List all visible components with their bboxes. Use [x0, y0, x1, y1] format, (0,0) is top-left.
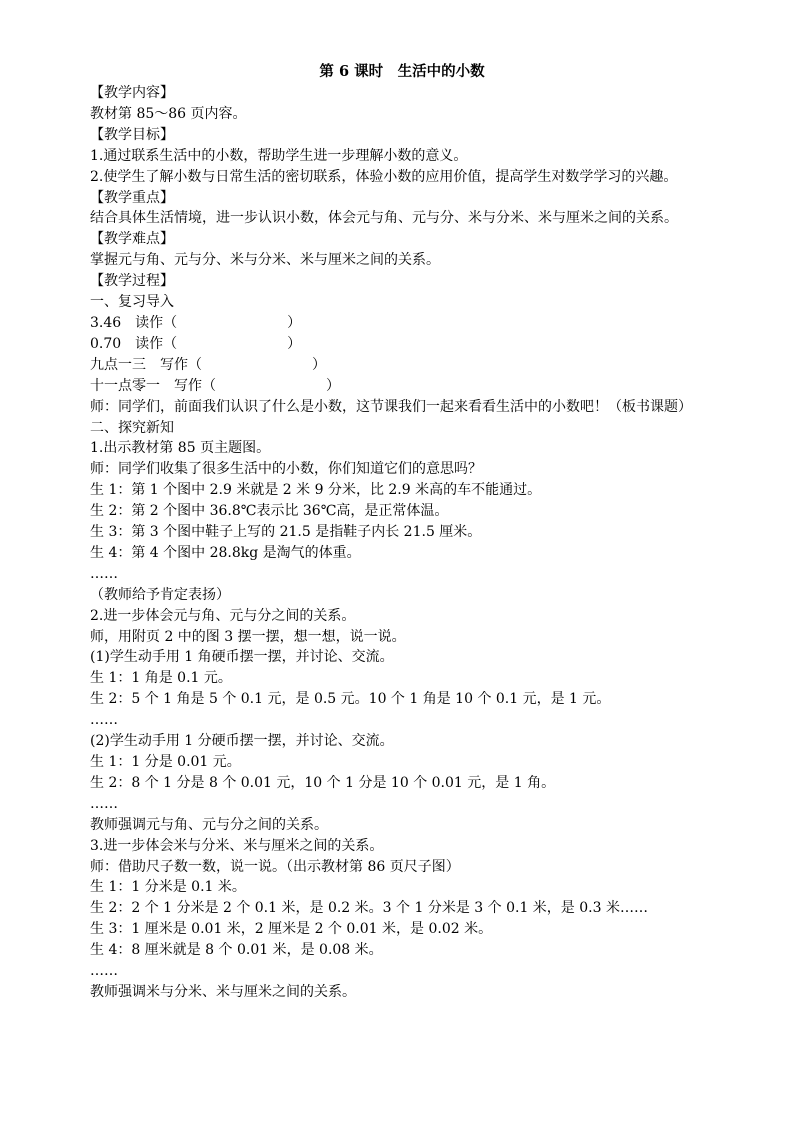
section-heading-goals: 【教学目标】 [90, 126, 174, 143]
difficulty-text: 掌握元与角、元与分、米与分米、米与厘米之间的关系。 [90, 252, 440, 269]
document-page [68, 62, 736, 1003]
section-heading-process: 【教学过程】 [90, 273, 174, 290]
step2a-student-1: 生 1：1 角是 0.1 元。 [90, 670, 232, 687]
review-item-1-close: ） [287, 314, 302, 331]
step3-student-3: 生 3：1 厘米是 0.01 米，2 厘米是 2 个 0.01 米，是 0.02 米。 [90, 921, 493, 938]
step2a-student-2: 生 2：5 个 1 角是 5 个 0.1 元，是 0.5 元。10 个 1 角是 10 个 0.1 元，是 1 元。 [90, 691, 611, 708]
step1-student-3: 生 3：第 3 个图中鞋子上写的 21.5 是指鞋子内长 21.5 厘米。 [90, 524, 482, 541]
review-item-2-prompt: 0.70 读作（ [90, 335, 178, 352]
step1-student-4: 生 4：第 4 个图中 28.8kg 是淘气的体重。 [90, 544, 361, 561]
review-item-3-close: ） [312, 356, 326, 373]
step3-teacher: 师：借助尺子数一数，说一说。（出示教材第 86 页尺子图） [90, 858, 460, 875]
step2-activity-a: (1)学生动手用 1 角硬币摆一摆，并讨论、交流。 [90, 649, 394, 666]
review-item-4-close: ） [326, 377, 340, 394]
step3-student-2: 生 2：2 个 1 分米是 2 个 0.1 米，是 0.2 米。3 个 1 分米是 3 个 0.1 米，是 0.3 米…… [90, 900, 648, 917]
review-item-2 [68, 334, 736, 355]
explore-step-3: 3.进一步体会米与分米、米与厘米之间的关系。 [90, 837, 384, 854]
step2b-student-1: 生 1：1 分是 0.01 元。 [90, 754, 241, 770]
step3-student-4: 生 4：8 厘米就是 8 个 0.01 米，是 0.08 米。 [90, 942, 383, 959]
step2-teacher: 师，用附页 2 中的图 3 摆一摆，想一想，说一说。 [90, 628, 406, 645]
step3-student-1: 生 1：1 分米是 0.1 米。 [90, 879, 246, 896]
review-item-3-prompt: 九点一三 写作（ [90, 356, 202, 373]
review-item-4 [68, 376, 736, 397]
explore-heading: 二、探究新知 [90, 419, 174, 436]
ellipsis: …… [90, 712, 118, 729]
goal-item-1: 1.通过联系生活中的小数，帮助学生进一步理解小数的意义。 [90, 147, 468, 164]
section-heading-content: 【教学内容】 [90, 85, 174, 101]
step2-summary: 教师强调元与角、元与分之间的关系。 [90, 816, 328, 833]
step1-student-1: 生 1：第 1 个图中 2.9 米就是 2 米 9 分米，比 2.9 米高的车不能通过。 [90, 482, 542, 499]
step2b-student-2: 生 2：8 个 1 分是 8 个 0.01 元，10 个 1 分是 10 个 0.01 元，是 1 角。 [90, 774, 556, 791]
review-item-2-close: ） [287, 335, 302, 352]
review-heading: 一、复习导入 [90, 294, 174, 311]
ellipsis: …… [90, 963, 118, 980]
review-item-1-prompt: 3.46 读作（ [90, 314, 178, 331]
ellipsis: …… [90, 565, 118, 582]
step2-activity-b: (2)学生动手用 1 分硬币摆一摆，并讨论、交流。 [90, 733, 394, 750]
teacher-intro: 师：同学们，前面我们认识了什么是小数，这节课我们一起来看看生活中的小数吧！（板书课题） [90, 398, 692, 415]
step1-teacher: 师：同学们收集了很多生活中的小数，你们知道它们的意思吗？ [90, 461, 482, 478]
step1-student-2: 生 2：第 2 个图中 36.8℃表示比 36℃高，是正常体温。 [90, 503, 449, 520]
explore-step-1: 1.出示教材第 85 页主题图。 [90, 440, 271, 457]
section-heading-key: 【教学重点】 [90, 189, 174, 206]
ellipsis: …… [90, 795, 118, 812]
page-title: 第 6 课时 生活中的小数 [319, 63, 485, 80]
review-item-4-prompt: 十一点零一 写作（ [90, 377, 216, 394]
explore-step-2: 2.进一步体会元与角、元与分之间的关系。 [90, 607, 356, 624]
step3-summary: 教师强调米与分米、米与厘米之间的关系。 [90, 983, 356, 1000]
review-item-1 [68, 313, 736, 334]
key-text: 结合具体生活情境，进一步认识小数，体会元与角、元与分、米与分米、米与厘米之间的关系。 [90, 210, 678, 227]
content-text: 教材第 85～86 页内容。 [90, 105, 247, 122]
teacher-praise: （教师给予肯定表扬） [90, 586, 230, 603]
section-heading-difficulty: 【教学难点】 [90, 231, 174, 248]
goal-item-2: 2.使学生了解小数与日常生活的密切联系，体验小数的应用价值，提高学生对数学学习的兴趣。 [90, 168, 678, 185]
review-item-3 [68, 355, 736, 376]
